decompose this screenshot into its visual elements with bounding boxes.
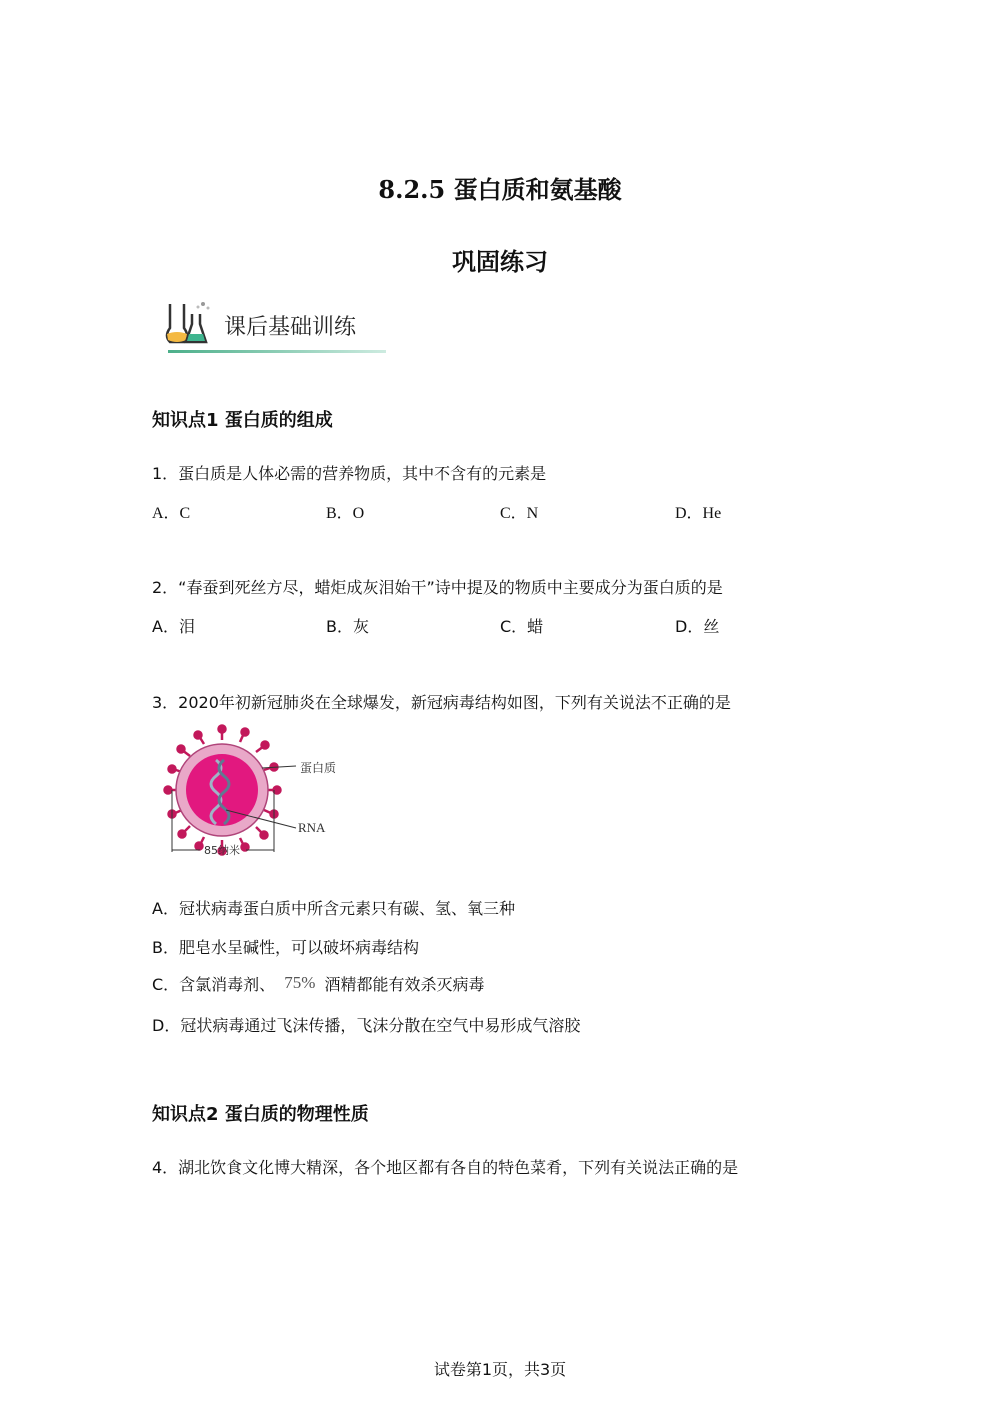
- question-3-option-c-percent: 75%: [284, 973, 316, 992]
- figure-label-rna: RNA: [298, 820, 326, 835]
- virus-structure-diagram: [162, 724, 362, 859]
- banner-underline: [168, 350, 386, 353]
- question-2-option-c[interactable]: C．蜡: [500, 617, 544, 636]
- question-1-option-b[interactable]: B．O: [326, 505, 365, 522]
- virus-figure: [162, 724, 362, 859]
- page-title: 8.2.5 蛋白质和氨基酸: [378, 175, 622, 204]
- section-heading: 知识点2 蛋白质的物理性质: [152, 1104, 369, 1125]
- question-1-option-a[interactable]: A．C: [152, 505, 191, 522]
- question-3-option-c-rest: 酒精都能有效杀灭病毒: [324, 975, 485, 994]
- figure-label-protein: 蛋白质: [300, 761, 337, 775]
- flask-icon: [162, 298, 218, 348]
- page-footer: 试卷第1页，共3页: [433, 1360, 567, 1379]
- question-2-option-a[interactable]: A．泪: [152, 617, 195, 636]
- question-2-stem: 2．“春蚕到死丝方尽，蜡炬成灰泪始干”诗中提及的物质中主要成分为蛋白质的是: [152, 578, 723, 597]
- question-3-option-d[interactable]: D．冠状病毒通过飞沫传播，飞沫分散在空气中易形成气溶胶: [152, 1016, 581, 1035]
- figure-label-size: 85纳米: [204, 844, 240, 857]
- question-3-option-b[interactable]: B．肥皂水呈碱性，可以破坏病毒结构: [152, 938, 419, 957]
- section-heading: 知识点1 蛋白质的组成: [152, 410, 333, 431]
- question-4-stem: 4．湖北饮食文化博大精深，各个地区都有各自的特色菜肴，下列有关说法正确的是: [152, 1158, 739, 1177]
- question-3-option-c[interactable]: [152, 972, 485, 995]
- question-2-option-d[interactable]: D．丝: [675, 617, 720, 636]
- question-1-option-d[interactable]: D．He: [675, 505, 722, 522]
- banner-label: 课后基础训练: [224, 315, 357, 340]
- page-subtitle: 巩固练习: [452, 247, 548, 276]
- question-1-stem: 1．蛋白质是人体必需的营养物质，其中不含有的元素是: [152, 464, 547, 483]
- question-3-option-a[interactable]: A．冠状病毒蛋白质中所含元素只有碳、氢、氧三种: [152, 899, 515, 918]
- question-1-option-c[interactable]: C．N: [500, 505, 539, 522]
- question-3-stem: 3．2020年初新冠肺炎在全球爆发，新冠病毒结构如图，下列有关说法不正确的是: [152, 693, 731, 712]
- section-banner: [162, 298, 388, 358]
- question-3-option-c-text: C．含氯消毒剂、: [152, 975, 276, 994]
- question-2-option-b[interactable]: B．灰: [326, 617, 369, 636]
